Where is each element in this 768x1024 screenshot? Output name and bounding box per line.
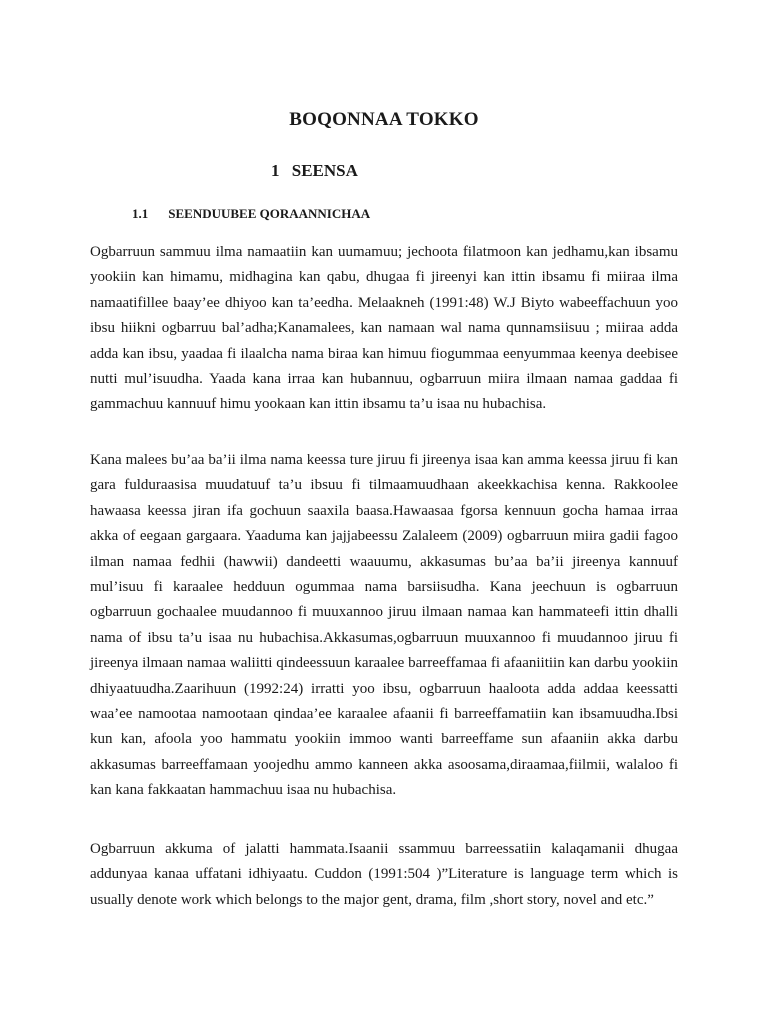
subsection-number: 1.1 bbox=[132, 206, 149, 221]
body-paragraph: Ogbarruun akkuma of jalatti hammata.Isaanii ssammuu barreessatiin kalaqamanii dhugaa addunyaa kanaa uffatani idhiyaatu. Cuddon (1991:504 )”Literature is language term which is usually denote work which belongs to the major gent, drama, film ,short story, novel and etc.” bbox=[90, 841, 678, 908]
chapter-title: BOQONNAA TOKKO bbox=[289, 109, 479, 130]
section-heading bbox=[271, 161, 358, 181]
body-paragraph: Ogbarruun sammuu ilma namaatiin kan uumamuu; jechoota filatmoon kan jedhamu,kan ibsamu yookiin kan himamu, midhagina kan qabu, dhugaa fi jireenyi kan ittin ibsamu fi miiraa ilma namaatifillee baay’ee dhiyoo kan ta’eedha. Melaakneh (1991:48) W.J Biyto wabeeffachuun yoo ibsu hiikni ogbarruu bal’adha;Kanamalees, kan namaan wal nama qunnamsiisuu ; miiraa adda adda kan ibsu, yaadaa fi ilaalcha nama biraa kan himuu fiogummaa eenyummaa keenya deebisee nutti mul’isuudha. Yaada kana irraa kan hubannuu, ogbarruun miira ilmaan namaa gaddaa fi gammachuu kannuuf himu yookaan kan ittin ibsamu ta’u isaa nu hubachisa. bbox=[90, 244, 678, 413]
section-number: 1 bbox=[271, 161, 280, 180]
section-title: SEENSA bbox=[291, 161, 358, 180]
subsection-heading bbox=[132, 206, 370, 222]
body-paragraph: Kana malees bu’aa ba’ii ilma nama keessa ture jiruu fi jireenya isaa kan amma keessa jiruu fi kan gara fulduraasisa muudatuuf ta’u ibsuu fi tilmaamuudhaan akeekkachisa kenna. Rakkoolee hawaasa keessa jiran ifa gochuun saaxila baasa.Hawaasaa fgorsa kennuun gocha hamaa irraa akka of eegaan gargaara. Yaaduma kan jajjabeessu Zalaleem (2009) ogbarruun miira gadii fagoo ilman namaa fedhii (hawwii) dandeetti waauumu, akkasumas bu’aa ba’ii jireenya kannuuf mul’isuu fi karaalee hedduun ogummaa nama barsiisudha. Kana jeechuun is ogbarruun ogbarruun gochaalee muudannoo fi muuxannoo jiruu ilmaan namaa kan hammateefi ittin dhalli nama of ibsu ta’u isaa nu hubachisa.Akkasumas,ogbarruun muuxannoo fi muudannoo jiruu fi jireenya ilmaan namaa waliitti qindeessuun karaalee barreeffamaa fi afaaniitiin kan darbu yookiin dhiyaatuudha.Zaarihuun (1992:24) irratti yoo ibsu, ogbarruun haaloota adda addaa keessatti waa’ee namootaa namootaan qindaa’ee karaalee afaanii fi barreeffamatiin kan ibsamuudha.Ibsi kun kan, afoola yoo hammatu yookiin immoo wanti barreeffame sun afaaniin akka darbu akkasumas barreeffamaan yoojedhu ammo kanneen akka asoosama,diraamaa,fiilmii, walaloo fi kan kana fakkaatan hammachuu isaa nu hubachisa. bbox=[90, 452, 678, 799]
subsection-title: SEENDUUBEE QORAANNICHAA bbox=[168, 206, 371, 221]
